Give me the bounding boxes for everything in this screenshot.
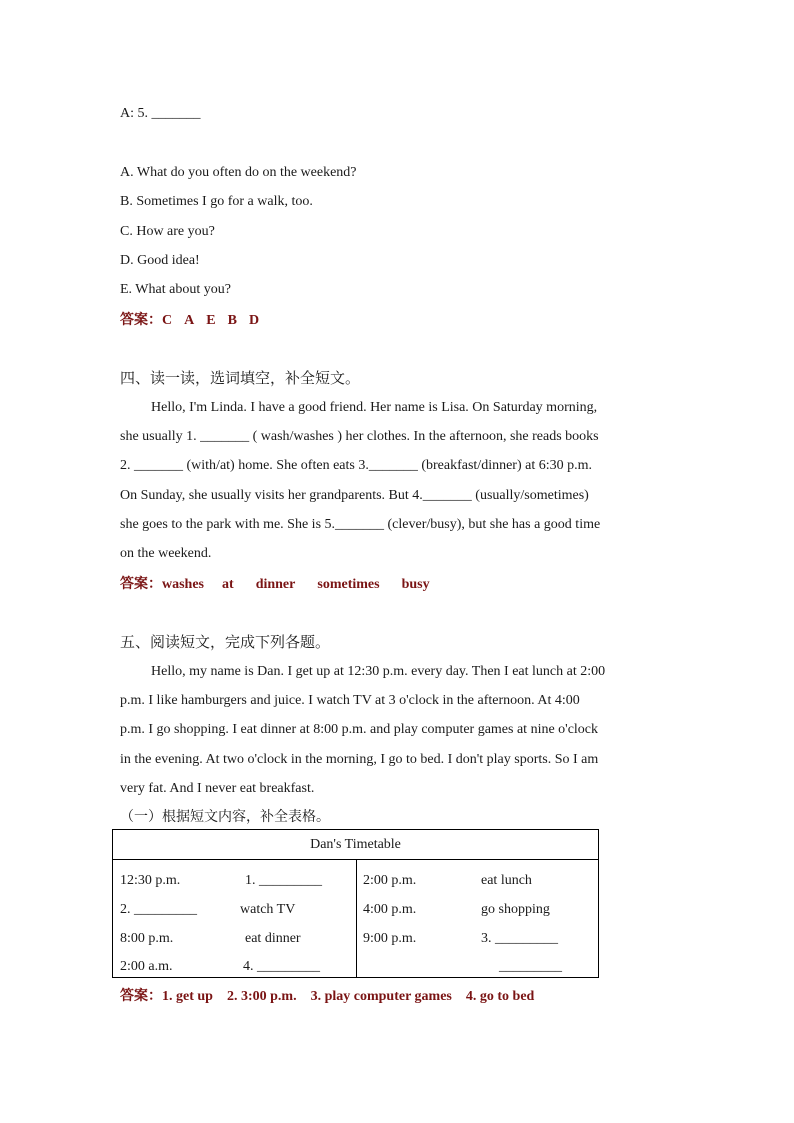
answer-item: E — [206, 313, 216, 328]
section5-line: in the evening. At two o'clock in the morning, I go to bed. I don't play sports. So I am — [120, 752, 599, 767]
timetable-time: 2:00 a.m. — [120, 959, 173, 974]
answer-label: 答案： — [120, 576, 162, 592]
section5-line: very fat. And I never eat breakfast. — [120, 781, 315, 796]
answer-item: 3. play computer games — [310, 989, 452, 1004]
answer-item: 1. get up — [162, 989, 213, 1004]
answer-item: washes — [162, 577, 205, 592]
section5-heading: 五、阅读短文，完成下列各题。 — [120, 633, 331, 651]
section5-line: Hello, my name is Dan. I get up at 12:30 p.m. every day. Then I eat lunch at 2:00 — [151, 664, 606, 679]
answer-item: A — [184, 313, 195, 328]
timetable-activity: 4. _________ — [243, 959, 320, 974]
section4-heading: 四、读一读，选词填空，补全短文。 — [120, 369, 361, 387]
timetable-activity: watch TV — [240, 902, 296, 917]
answer-item: dinner — [255, 577, 296, 592]
timetable-activity: 1. _________ — [245, 873, 322, 888]
answer-item: 4. go to bed — [465, 989, 535, 1004]
option-a: A. What do you often do on the weekend? — [120, 165, 357, 180]
option-b: B. Sometimes I go for a walk, too. — [120, 194, 313, 209]
timetable-time: 9:00 p.m. — [363, 931, 417, 946]
timetable-time: 4:00 p.m. — [363, 902, 417, 917]
timetable-activity: eat lunch — [481, 873, 532, 888]
timetable-right-column — [357, 860, 599, 978]
option-c: C. How are you? — [120, 224, 215, 239]
answer-item: B — [227, 313, 237, 328]
option-d: D. Good idea! — [120, 253, 200, 268]
answer-section5 — [120, 987, 546, 1006]
answer-label: 答案： — [120, 988, 162, 1004]
answer-section3 — [120, 311, 271, 330]
dialogue-line-a5: A: 5. _______ — [120, 106, 201, 121]
timetable — [112, 829, 599, 978]
option-e: E. What about you? — [120, 282, 231, 297]
timetable-time: 8:00 p.m. — [120, 931, 174, 946]
section5-line: p.m. I like hamburgers and juice. I watch TV at 3 o'clock in the afternoon. At 4:00 — [120, 693, 580, 708]
timetable-title: Dan's Timetable — [113, 830, 599, 860]
timetable-time: 2. _________ — [120, 902, 197, 917]
section4-line: on the weekend. — [120, 546, 212, 561]
timetable-time: 2:00 p.m. — [363, 873, 417, 888]
timetable-activity: 3. _________ — [481, 931, 558, 946]
answer-item: D — [248, 313, 260, 328]
timetable-left-column — [113, 860, 357, 978]
section5-line: p.m. I go shopping. I eat dinner at 8:00 p.m. and play computer games at nine o'clock — [120, 722, 599, 737]
timetable-time: 12:30 p.m. — [120, 873, 181, 888]
answer-item: sometimes — [317, 577, 380, 592]
answer-item: at — [222, 577, 234, 592]
timetable-activity: eat dinner — [245, 931, 301, 946]
section4-line: On Sunday, she usually visits her grandparents. But 4._______ (usually/sometimes) — [120, 488, 589, 503]
answer-item: busy — [401, 577, 430, 592]
answer-item: C — [162, 313, 173, 328]
section4-line: she usually 1. _______ ( wash/washes ) her clothes. In the afternoon, she reads books — [120, 429, 599, 444]
section5-subheading: （一）根据短文内容，补全表格。 — [120, 809, 330, 825]
answer-item: 2. 3:00 p.m. — [226, 989, 297, 1004]
answer-label: 答案： — [120, 312, 162, 328]
section4-line: she goes to the park with me. She is 5._______ (clever/busy), but she has a good time — [120, 517, 601, 532]
section4-line: Hello, I'm Linda. I have a good friend. Her name is Lisa. On Saturday morning, — [151, 400, 598, 415]
timetable-activity: go shopping — [481, 902, 550, 917]
answer-section4 — [120, 575, 442, 594]
timetable-activity: _________ — [499, 959, 562, 974]
section4-line: 2. _______ (with/at) home. She often eats 3._______ (breakfast/dinner) at 6:30 p.m. — [120, 458, 593, 473]
